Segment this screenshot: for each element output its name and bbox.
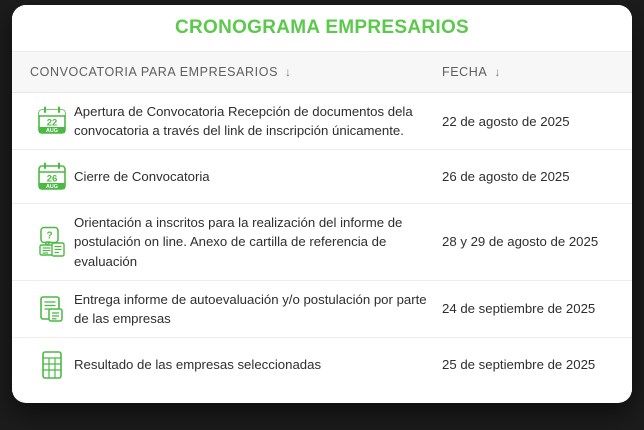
report-upload-icon	[30, 294, 74, 324]
task-description: Apertura de Convocatoria Recepción de documentos dela convocatoria a través del link de inscripción únicamente.	[74, 104, 413, 139]
task-description: Resultado de las empresas seleccionadas	[74, 357, 322, 373]
task-date: 26 de agosto de 2025	[442, 169, 570, 185]
svg-text:AUG: AUG	[46, 128, 58, 135]
column-header-convocatoria-label: CONVOCATORIA PARA EMPRESARIOS	[30, 65, 279, 79]
task-date: 25 de septiembre de 2025	[442, 357, 596, 373]
task-cell	[30, 341, 442, 389]
task-date: 24 de septiembre de 2025	[442, 301, 596, 317]
task-description: Orientación a inscritos para la realización del informe de postulación on line. Anexo de cartilla de referencia de evaluación	[74, 215, 403, 269]
page-title: CRONOGRAMA EMPRESARIOS	[174, 17, 470, 38]
task-cell	[30, 93, 442, 149]
card-title-bar	[12, 5, 632, 51]
question-documents-icon	[30, 226, 74, 258]
column-header-convocatoria[interactable]	[30, 65, 442, 79]
column-header-fecha[interactable]	[442, 65, 614, 79]
table-row[interactable]	[12, 281, 632, 338]
calendar-22-aug-icon	[30, 106, 74, 136]
sort-down-icon[interactable]: ↓	[285, 65, 292, 79]
column-header-fecha-label: FECHA	[442, 65, 488, 79]
task-date: 28 y 29 de agosto de 2025	[442, 234, 599, 250]
svg-text:?: ?	[46, 230, 53, 242]
svg-text:AUG: AUG	[46, 183, 58, 190]
cronograma-card	[12, 5, 632, 403]
table-body	[12, 93, 632, 392]
task-description: Entrega informe de autoevaluación y/o postulación por parte de las empresas	[74, 291, 427, 326]
calendar-26-aug-icon	[30, 162, 74, 192]
table-row[interactable]	[12, 204, 632, 280]
task-date: 22 de agosto de 2025	[442, 113, 570, 129]
svg-text:26: 26	[46, 173, 58, 185]
table-row[interactable]	[12, 338, 632, 392]
task-cell	[30, 153, 442, 201]
sort-down-icon[interactable]: ↓	[494, 65, 501, 79]
svg-text:22: 22	[46, 117, 58, 129]
table-row[interactable]	[12, 150, 632, 204]
table-header-row	[12, 51, 632, 93]
task-cell	[30, 204, 442, 279]
table-row[interactable]	[12, 93, 632, 150]
task-cell	[30, 281, 442, 337]
document-results-icon	[30, 350, 74, 380]
task-description: Cierre de Convocatoria	[74, 169, 210, 185]
